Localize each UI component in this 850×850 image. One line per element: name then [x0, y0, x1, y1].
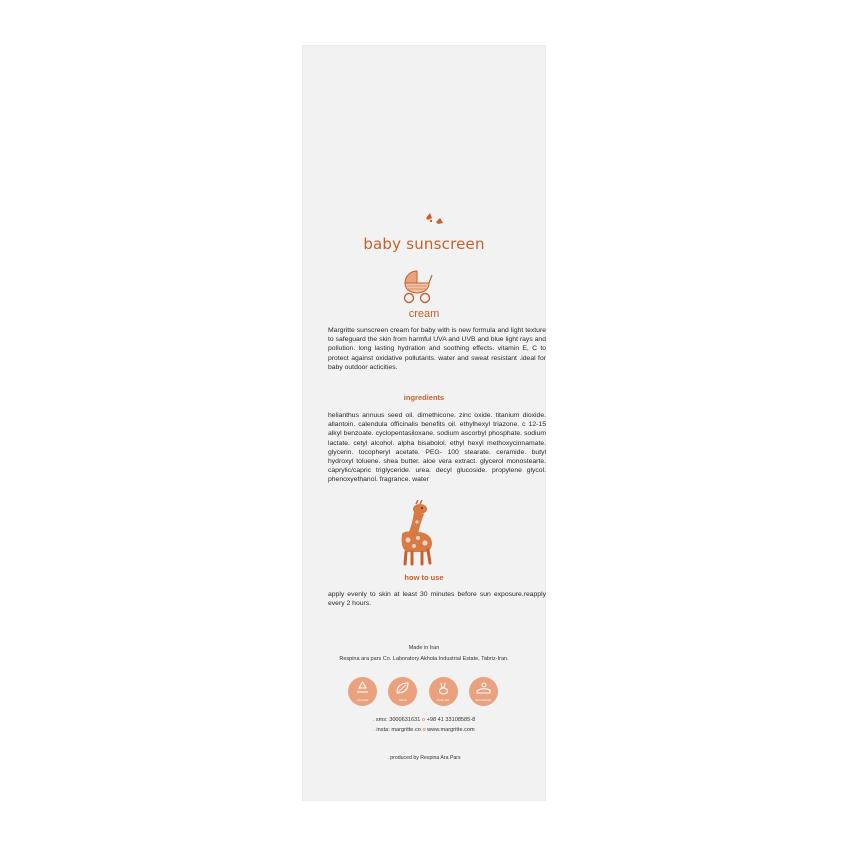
giraffe-icon: [394, 500, 440, 566]
form-heading: cream: [408, 308, 440, 320]
ingredients-list: helianthus annuus seed oil. dimethicone. zinc oxide. titanium dioxide. allantoin. calendula officinalis benefits oil. ethylhexyl triazone. c 12-15 alkyl benzoate. cyclopentasiloxane. sodium ascorbyl phosphate. sodium lactate. cetyl alcohol. alpha bisabolol. ethyl hexyl methoxycinnamate. glycerin. tocopheryl acetate. PEG- 100 stearate. ceramide. butyl hydroxyl toluene. shea butter. aloe vera extract. glycerol monostearte. caprylic/capric triglyceride. urea. decyl glucoside. propylene glycol. phenoxyethanol. fragrance. water: [328, 412, 546, 484]
how-to-use-text: apply evenly to skin at least 30 minutes before sun exposure.reapply every 2 hours.: [328, 591, 546, 608]
contact-web-line: . insta: margritte.co o www.margritte.com: [373, 727, 475, 733]
badge-dermatologist: [469, 677, 498, 706]
badge-recyclable: [348, 677, 377, 706]
sunscreen-box-panel: [302, 45, 546, 801]
website-url: www.margritte.com: [427, 727, 475, 733]
badge-label: natural: [398, 699, 407, 702]
badge-label: cruelty free: [436, 699, 450, 702]
badge-cruelty-free: [429, 677, 458, 706]
badge-natural: [388, 677, 417, 706]
badge-label: dermatologist: [475, 699, 492, 702]
butterfly-icon: [422, 210, 446, 226]
product-title: baby sunscreen: [363, 235, 485, 253]
badge-label: recyclable: [356, 699, 369, 702]
recycle-icon: [354, 681, 371, 695]
rabbit-icon: [435, 681, 452, 695]
leaf-icon: [394, 681, 411, 695]
ingredients-heading: ingredients: [403, 393, 445, 402]
phone-number: +98 41 33108585-8: [426, 717, 476, 723]
produced-by-text: produced by Respina Ara Pars: [390, 755, 461, 761]
certification-badges: [348, 677, 498, 707]
baby-carriage-icon: [399, 267, 433, 305]
instagram-handle: insta: margritte.co: [376, 727, 421, 733]
hand-icon: [475, 681, 492, 695]
manufacturer-address: Respina ara pars Co. Laboratory Akhola Industrial Estate, Tabriz-Iran.: [339, 656, 509, 662]
sms-number: sms: 3000631631: [375, 717, 421, 723]
contact-phone-line: . sms: 3000631631 o +98 41 33108585-8: [372, 717, 476, 723]
produced-by-label: . produced by Respina Ara Pars: [387, 755, 461, 761]
how-to-use-heading: how to use: [404, 573, 444, 582]
made-in-label: Made in Iran: [408, 645, 440, 651]
product-description: Margritte sunscreen cream for baby with is new formula and light texture to safeguard the skin from harmful UVA and UVB and blue light rays and pollution. long lasting hydration and soothing effects. vitamin E, C to protect against oxidative pollutants. water and sweat resistant .ideal for baby outdoor acticities.: [328, 327, 546, 371]
